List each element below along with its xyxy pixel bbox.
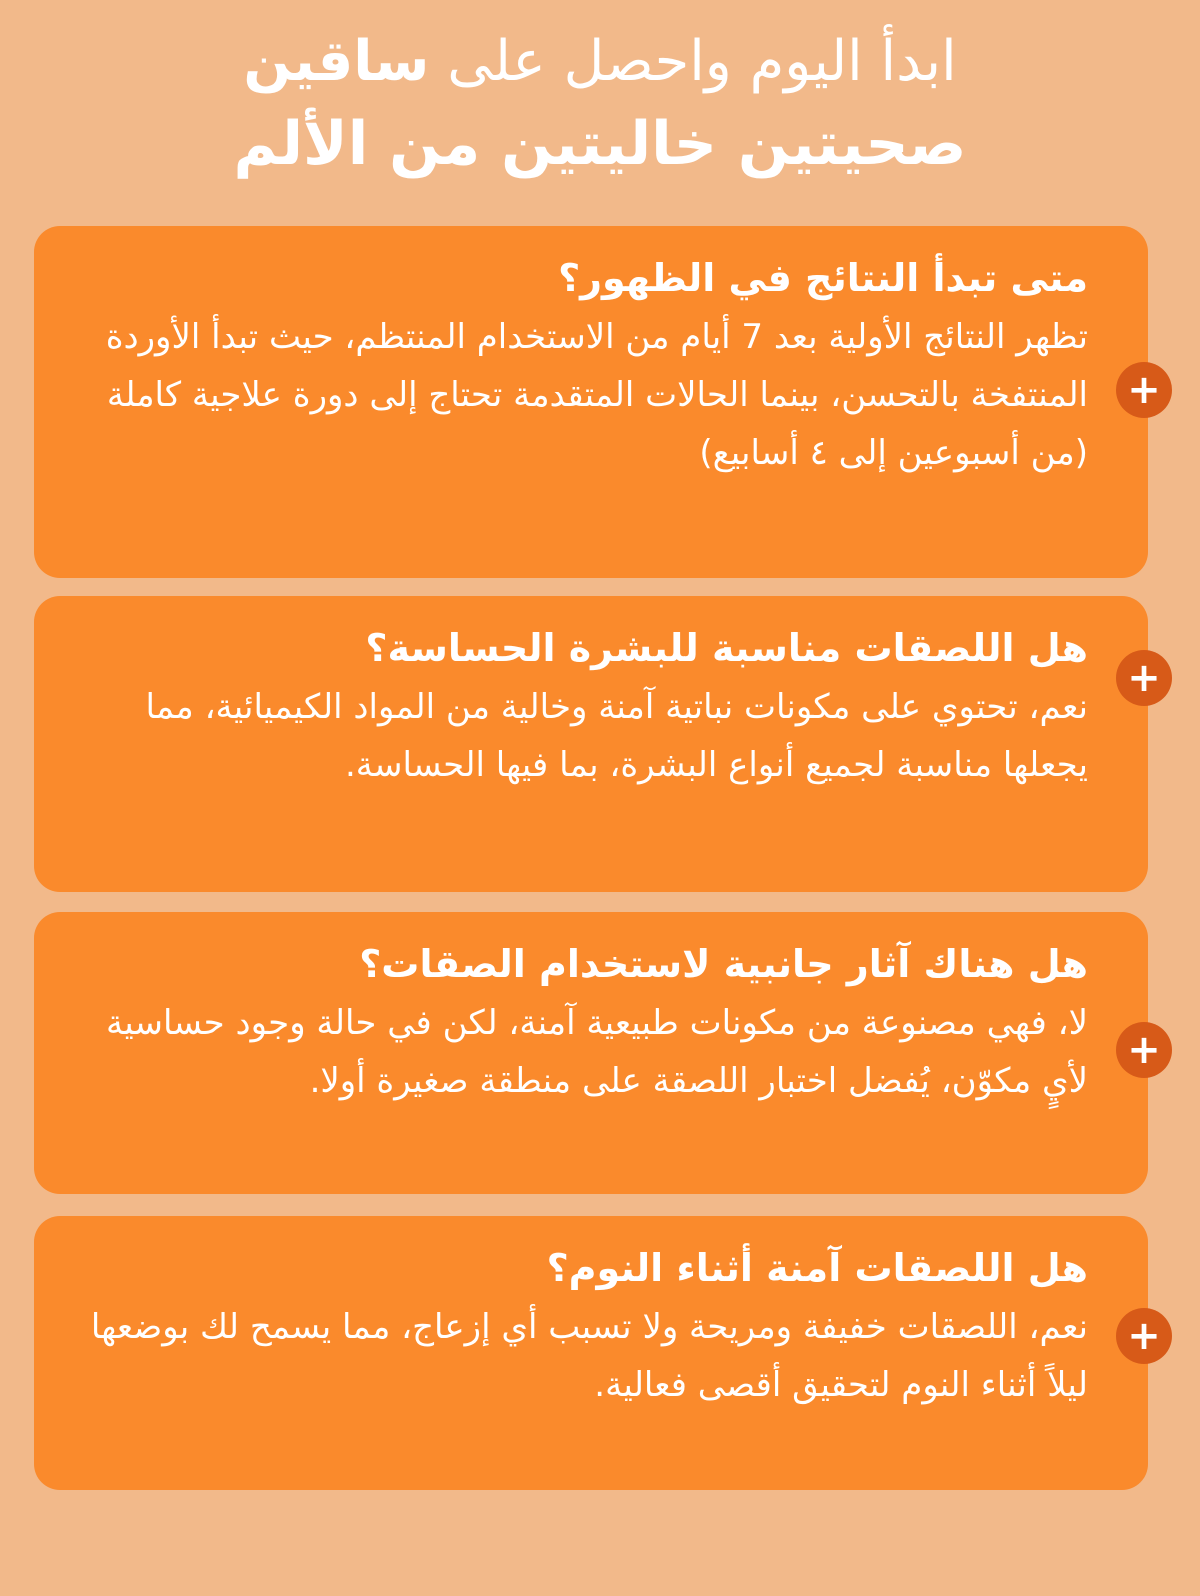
faq-question: هل اللصقات آمنة أثناء النوم؟ (546, 1246, 1088, 1290)
headline-line-2: صحيتين خاليتين من الألم (233, 109, 967, 179)
faq-answer: نعم، تحتوي على مكونات نباتية آمنة وخالية من المواد الكيميائية، مما يجعلها مناسبة لجميع أنواع البشرة، بما فيها الحساسة. (145, 687, 1088, 785)
faq-question: هل هناك آثار جانبية لاستخدام الصقات؟ (359, 942, 1088, 986)
faq-item-3[interactable] (34, 912, 1161, 1194)
expand-plus-icon[interactable]: + (1116, 362, 1172, 418)
headline-highlight: ساقين (243, 29, 430, 94)
page-header (0, 22, 1200, 186)
faq-answer: نعم، اللصقات خفيفة ومريحة ولا تسبب أي إزعاج، مما يسمح لك بوضعها ليلاً أثناء النوم لتحقيق أقصى فعالية. (90, 1307, 1088, 1405)
expand-plus-icon[interactable]: + (1116, 1022, 1172, 1078)
faq-answer: لا، فهي مصنوعة من مكونات طبيعية آمنة، لكن في حالة وجود حساسية لأيٍ مكوّن، يُفضل اختبار اللصقة على منطقة صغيرة أولا. (105, 1003, 1088, 1101)
headline-prefix: ابدأ اليوم واحصل على (447, 29, 957, 94)
faq-answer: تظهر النتائج الأولية بعد 7 أيام من الاستخدام المنتظم، حيث تبدأ الأوردة المنتفخة بالتحسن، بينما الحالات المتقدمة تحتاج إلى دورة علاجية كاملة (من أسبوعين إلى ٤ أسابيع) (105, 317, 1088, 473)
faq-question: هل اللصقات مناسبة للبشرة الحساسة؟ (365, 626, 1088, 670)
headline-line-1 (0, 22, 1200, 102)
faq-question: متى تبدأ النتائج في الظهور؟ (558, 256, 1088, 300)
faq-item-4[interactable] (34, 1216, 1161, 1490)
expand-plus-icon[interactable]: + (1116, 1308, 1172, 1364)
faq-item-2[interactable] (34, 596, 1161, 892)
expand-plus-icon[interactable]: + (1116, 650, 1172, 706)
faq-item-1[interactable] (34, 226, 1161, 578)
